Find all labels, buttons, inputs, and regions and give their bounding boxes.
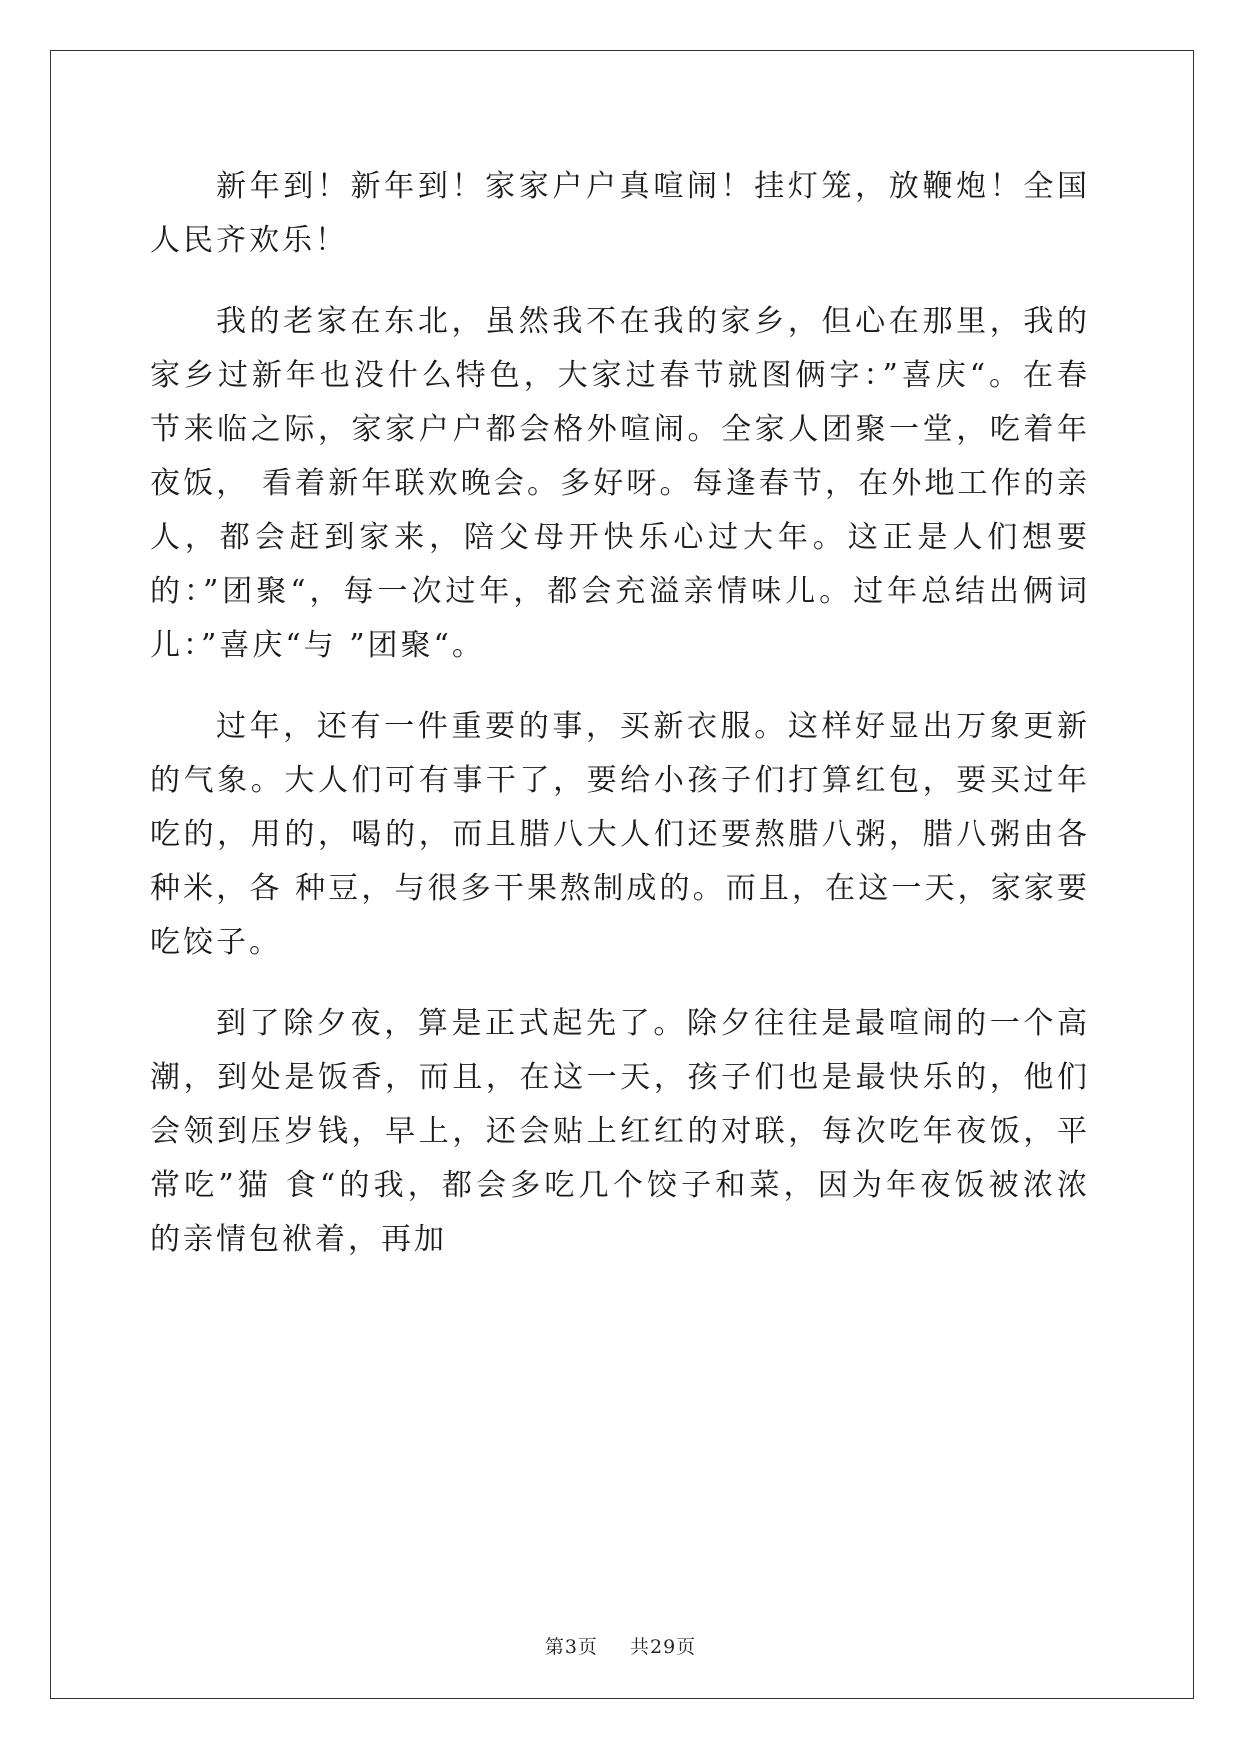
paragraph: 我的老家在东北，虽然我不在我的家乡，但心在那里，我的家乡过新年也没什么特色，大家过春节就图俩字：”喜庆“。在春节来临之际，家家户户都会格外喧闹。全家人团聚一堂，吃着年夜饭， 看着新年联欢晚会。多好呀。每逢春节，在外地工作的亲人，都会赶到家来，陪父母开快乐心过大年。这正是人们想要的：”团聚“，每一次过年，都会充溢亲情味儿。过年总结出俩词儿：”喜庆“与 ”团聚“。 xyxy=(150,304,1090,663)
page-number-current: 第3页 xyxy=(544,1636,598,1658)
paragraph: 过年，还有一件重要的事，买新衣服。这样好显出万象更新的气象。大人们可有事干了，要给小孩子们打算红包，要买过年吃的，用的，喝的，而且腊八大人们还要熬腊八粥，腊八粥由各种米，各 种豆，与很多干果熬制成的。而且，在这一天，家家要吃饺子。 xyxy=(150,709,1090,960)
paragraph: 新年到！新年到！家家户户真喧闹！挂灯笼，放鞭炮！全国人民齐欢乐！ xyxy=(150,169,1090,258)
document-body xyxy=(150,160,1090,1294)
page-number-total: 共29页 xyxy=(630,1636,697,1658)
page-footer xyxy=(0,1632,1241,1659)
paragraph: 到了除夕夜，算是正式起先了。除夕往往是最喧闹的一个高潮，到处是饭香，而且，在这一天，孩子们也是最快乐的，他们会领到压岁钱，早上，还会贴上红红的对联，每次吃年夜饭，平常吃”猫 食“的我，都会多吃几个饺子和菜，因为年夜饭被浓浓的亲情包袱着，再加 xyxy=(150,1006,1090,1257)
